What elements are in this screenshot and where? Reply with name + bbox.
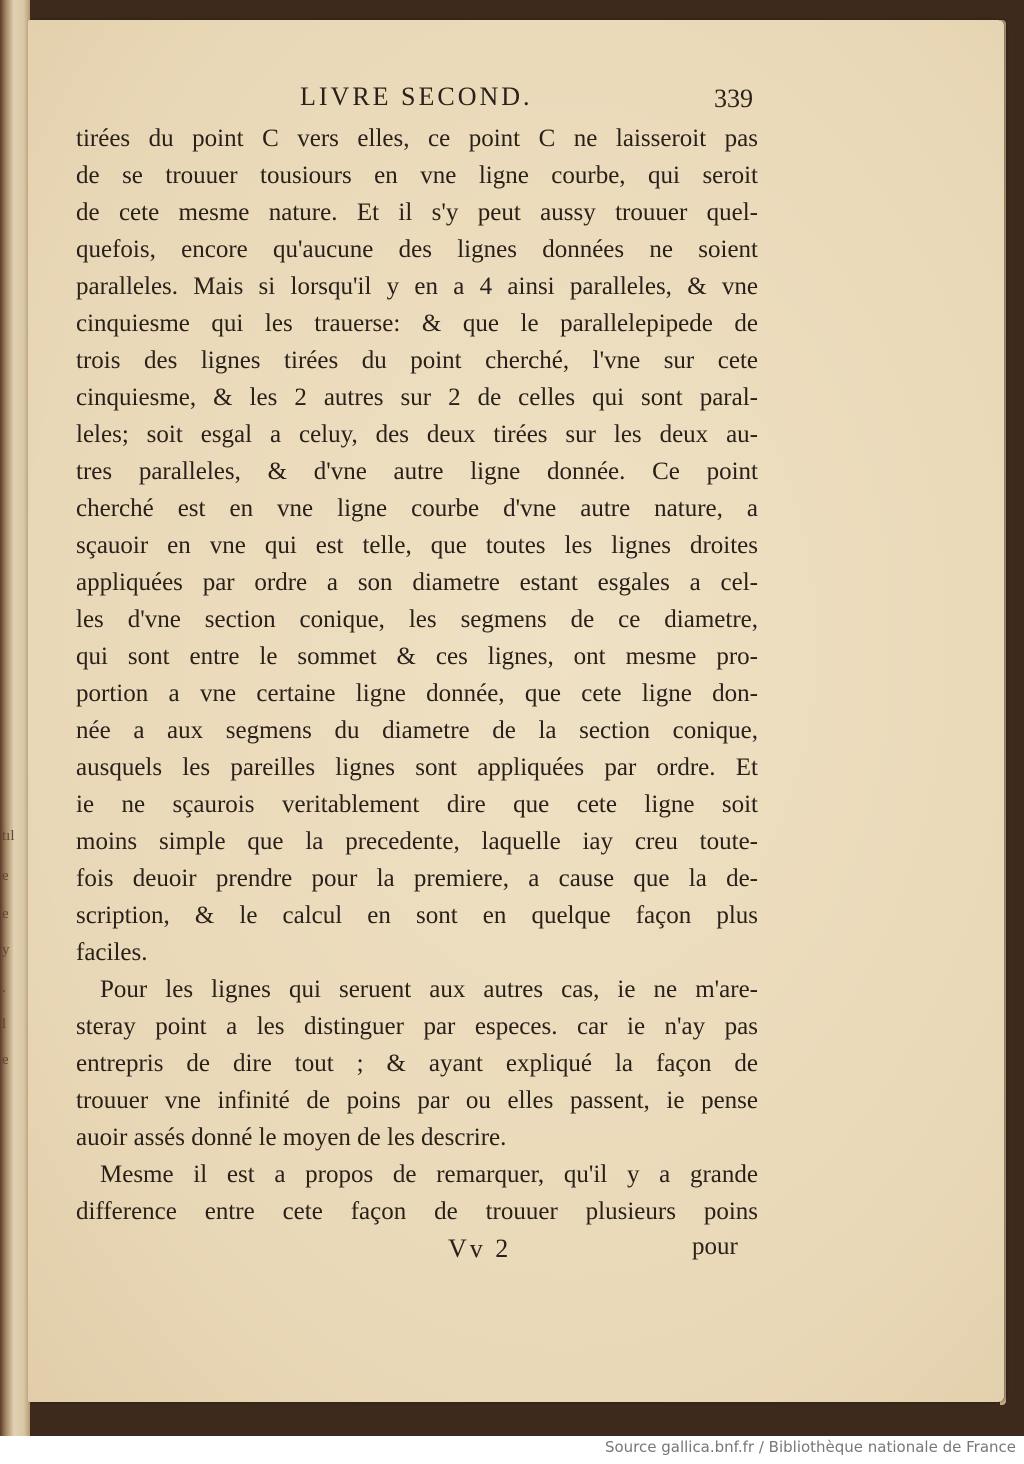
margin-mark: tıl	[2, 828, 15, 844]
text-line: trois des lignes tirées du point cherché, l'vne sur cete	[76, 347, 758, 374]
text-line: paralleles. Mais si lorsqu'il y en a 4 ainsi paralleles, & vne	[76, 273, 758, 300]
text-line: steray point a les distinguer par especes. car ie n'ay pas	[76, 1013, 758, 1040]
text-line: faciles.	[76, 939, 148, 966]
text-line: quefois, encore qu'aucune des lignes données ne soient	[76, 236, 758, 263]
text-line: entrepris de dire tout ; & ayant expliqué la façon de	[76, 1050, 758, 1077]
text-line: cinquiesme, & les 2 autres sur 2 de celles qui sont paral-	[76, 384, 758, 411]
text-line: trouuer vne infinité de poins par ou elles passent, ie pense	[76, 1087, 758, 1114]
running-head: LIVRE SECOND.	[300, 82, 533, 111]
margin-mark: .	[2, 980, 6, 996]
margin-mark: e	[2, 868, 9, 884]
text-line: leles; soit esgal a celuy, des deux tirées sur les deux au-	[76, 421, 758, 448]
paragraph-first-line: Pour les lignes qui seruent aux autres cas, ie ne m'are-	[100, 976, 758, 1003]
text-line: qui sont entre le sommet & ces lignes, ont mesme pro-	[76, 643, 758, 670]
paragraph-first-line: Mesme il est a propos de remarquer, qu'il y a grande	[100, 1161, 758, 1188]
text-line: sçauoir en vne qui est telle, que toutes les lignes droites	[76, 532, 758, 559]
text-line: auoir assés donné le moyen de les descrire.	[76, 1124, 507, 1151]
page-number: 339	[714, 84, 753, 113]
text-line: difference entre cete façon de trouuer plusieurs poins	[76, 1198, 758, 1225]
margin-mark: l	[2, 1016, 7, 1032]
margin-mark: e	[2, 1052, 9, 1068]
signature-mark: Vv 2	[448, 1234, 512, 1263]
catchword: pour	[692, 1233, 738, 1260]
text-line: ie ne sçaurois veritablement dire que cete ligne soit	[76, 791, 758, 818]
text-line: portion a vne certaine ligne donnée, que cete ligne don-	[76, 680, 758, 707]
previous-page-margin-marks	[0, 0, 30, 1436]
text-line: cinquiesme qui les trauerse: & que le parallelepipede de	[76, 310, 758, 337]
text-line: tirées du point C vers elles, ce point C ne laisseroit pas	[76, 125, 758, 152]
text-line: moins simple que la precedente, laquelle iay creu toute-	[76, 828, 758, 855]
text-line: appliquées par ordre a son diametre estant esgales a cel-	[76, 569, 758, 596]
text-line: de se trouuer tousiours en vne ligne courbe, qui seroit	[76, 162, 758, 189]
margin-mark: y	[2, 942, 10, 958]
text-line: les d'vne section conique, les segmens de ce diametre,	[76, 606, 758, 633]
text-line: de cete mesme nature. Et il s'y peut aussy trouuer quel-	[76, 199, 758, 226]
text-line: née a aux segmens du diametre de la section conique,	[76, 717, 758, 744]
text-line: tres paralleles, & d'vne autre ligne donnée. Ce point	[76, 458, 758, 485]
source-credit: Source gallica.bnf.fr / Bibliothèque nationale de France	[604, 1438, 1016, 1456]
margin-mark: e	[2, 906, 9, 922]
text-line: ausquels les pareilles lignes sont appliquées par ordre. Et	[76, 754, 758, 781]
text-line: fois deuoir prendre pour la premiere, a cause que la de-	[76, 865, 758, 892]
text-line: scription, & le calcul en sont en quelque façon plus	[76, 902, 758, 929]
text-line: cherché est en vne ligne courbe d'vne autre nature, a	[76, 495, 758, 522]
